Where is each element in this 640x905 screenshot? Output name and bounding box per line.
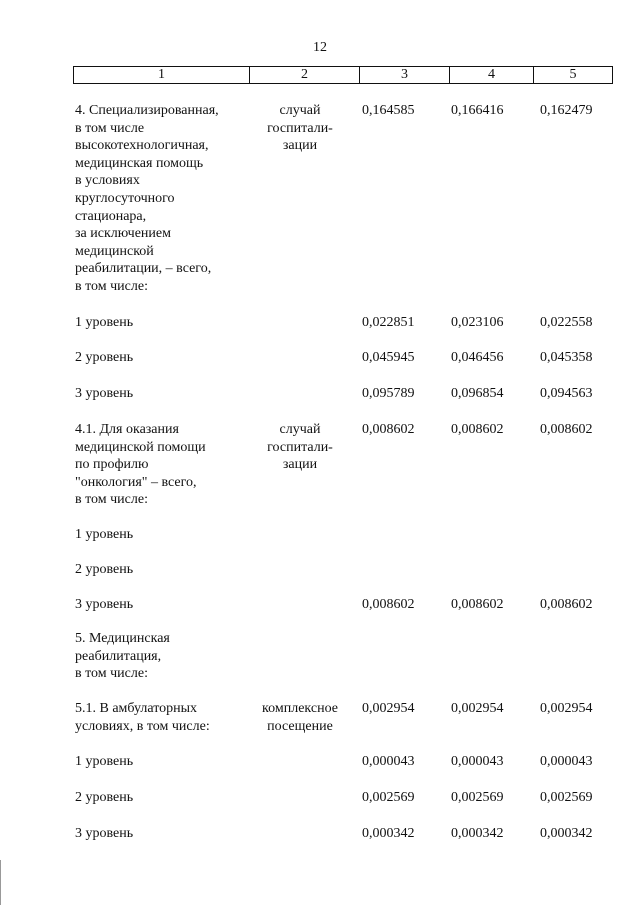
- column-header-1: 1: [74, 67, 250, 84]
- row-value-3: 0,000342: [362, 826, 415, 841]
- row-value-3: 0,164585: [362, 103, 415, 118]
- column-header-row: [74, 67, 613, 84]
- row-value-4: 0,000043: [451, 754, 504, 769]
- row-value-5: 0,162479: [540, 103, 593, 118]
- row-value-4: 0,008602: [451, 422, 504, 437]
- row-value-4: 0,002954: [451, 701, 504, 716]
- row-name: 2 уровень: [75, 562, 134, 577]
- row-value-3: 0,002569: [362, 790, 415, 805]
- row-value-5: 0,002954: [540, 701, 593, 716]
- row-name: 3 уровень: [75, 386, 134, 401]
- column-header-5: 5: [534, 67, 613, 84]
- row-value-5: 0,000342: [540, 826, 593, 841]
- row-value-5: 0,094563: [540, 386, 593, 401]
- row-value-4: 0,046456: [451, 350, 504, 365]
- row-value-4: 0,166416: [451, 103, 504, 118]
- row-name: 2 уровень: [75, 350, 134, 365]
- row-name: 3 уровень: [75, 597, 134, 612]
- row-name: 4. Специализированная, в том числе высокотехнологичная, медицинская помощь в условиях круглосуточного стационара, за исключением медицинской реабилитации, – всего, в том числе:: [75, 103, 219, 294]
- row-value-3: 0,095789: [362, 386, 415, 401]
- row-value-3: 0,008602: [362, 597, 415, 612]
- row-unit: случай госпитали- зации: [267, 422, 333, 473]
- column-header-3: 3: [360, 67, 450, 84]
- row-value-4: 0,023106: [451, 315, 504, 330]
- row-value-5: 0,002569: [540, 790, 593, 805]
- row-value-4: 0,002569: [451, 790, 504, 805]
- scan-edge: [0, 860, 1, 905]
- row-name: 5.1. В амбулаторных условиях, в том числе:: [75, 701, 210, 734]
- row-name: 1 уровень: [75, 527, 134, 542]
- row-name: 2 уровень: [75, 790, 134, 805]
- row-unit: случай госпитали- зации: [267, 103, 333, 154]
- row-value-5: 0,000043: [540, 754, 593, 769]
- row-value-3: 0,022851: [362, 315, 415, 330]
- row-value-4: 0,000342: [451, 826, 504, 841]
- row-value-4: 0,008602: [451, 597, 504, 612]
- row-name: 1 уровень: [75, 315, 134, 330]
- row-value-5: 0,008602: [540, 422, 593, 437]
- row-unit: комплексное посещение: [262, 701, 338, 734]
- row-value-5: 0,008602: [540, 597, 593, 612]
- row-value-5: 0,045358: [540, 350, 593, 365]
- row-value-5: 0,022558: [540, 315, 593, 330]
- row-name: 1 уровень: [75, 754, 134, 769]
- row-name: 5. Медицинская реабилитация, в том числе:: [75, 631, 170, 682]
- column-header-4: 4: [450, 67, 534, 84]
- column-header-2: 2: [250, 67, 360, 84]
- row-name: 3 уровень: [75, 826, 134, 841]
- row-value-3: 0,000043: [362, 754, 415, 769]
- row-value-3: 0,002954: [362, 701, 415, 716]
- page-number: 12: [313, 40, 327, 55]
- row-value-3: 0,008602: [362, 422, 415, 437]
- row-name: 4.1. Для оказания медицинской помощи по профилю "онкология" – всего, в том числе:: [75, 422, 206, 508]
- column-header-table: [73, 66, 613, 84]
- row-value-4: 0,096854: [451, 386, 504, 401]
- row-value-3: 0,045945: [362, 350, 415, 365]
